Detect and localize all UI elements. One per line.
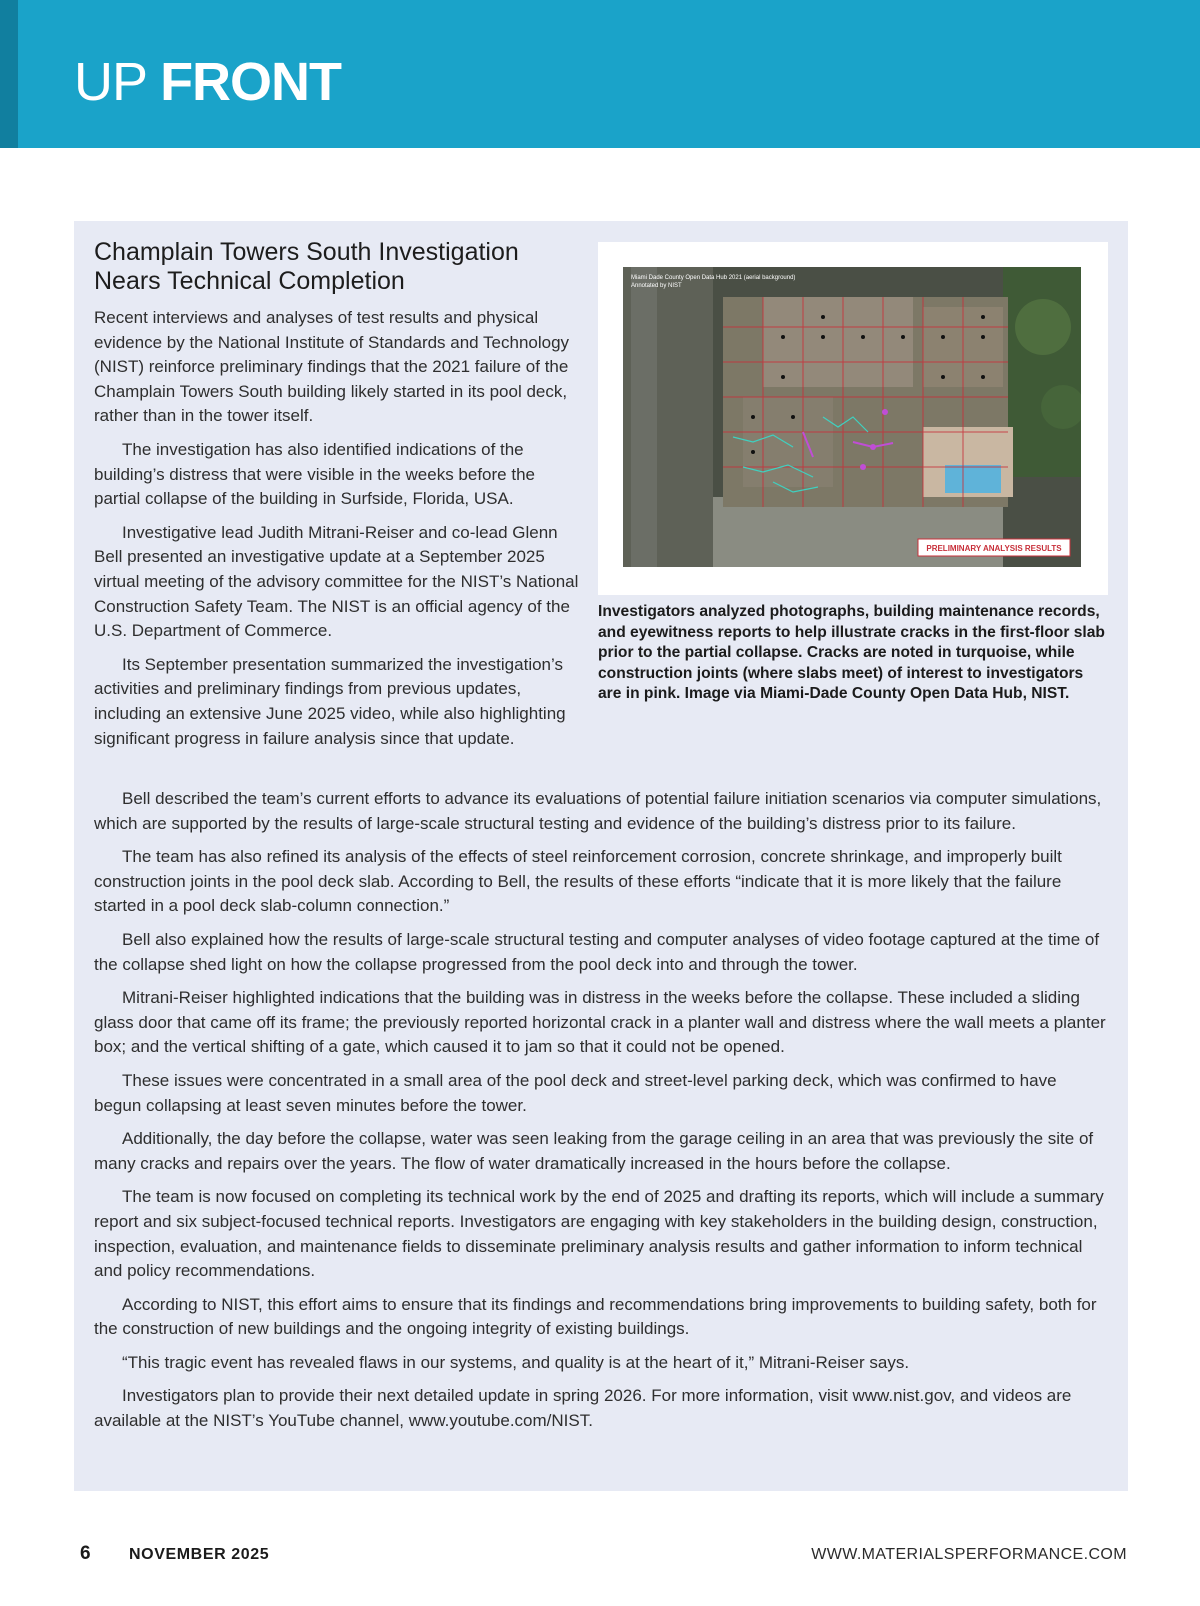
article-paragraph: Bell also explained how the results of large-scale structural testing and computer analyses of video footage captured at the time of the collapse shed light on how the collapse progressed from the pool deck into and through the tower. [94, 929, 1100, 974]
header-accent-stripe [0, 0, 18, 148]
aerial-photo-image [623, 267, 1081, 567]
article-paragraph: Recent interviews and analyses of test results and physical evidence by the National Institute of Standards and Technology (NIST) reinforce preliminary findings that the 2021 failure of the Champlain Towers South building likely started in its pool deck, rather than in the tower itself. [94, 308, 570, 426]
article-body-left-column [94, 306, 584, 760]
article-paragraph: Mitrani-Reiser highlighted indications that the building was in distress in the weeks before the collapse. These included a sliding glass door that came off its frame; the previously reported horizontal crack in a planter wall and distress where the wall meets a planter box; and the vertical shifting of a gate, which caused it to jam so that it could not be opened. [94, 988, 1106, 1057]
article-paragraph: According to NIST, this effort aims to ensure that its findings and recommendations bring improvements to building safety, both for the construction of new buildings and the ongoing integrity of existing buildings. [94, 1294, 1097, 1339]
article-paragraph: These issues were concentrated in a small area of the pool deck and street-level parking deck, which was confirmed to have begun collapsing at least seven minutes before the tower. [94, 1070, 1057, 1115]
article-body-full-width [94, 787, 1108, 1443]
preliminary-results-badge-label: PRELIMINARY ANALYSIS RESULTS [926, 544, 1062, 553]
article-paragraph: The team is now focused on completing its technical work by the end of 2025 and drafting its reports, which will include a summary report and six subject-focused technical reports. Investigators are engaging with key stakeholders in the building design, construction, inspection, evaluation, and maintenance fields to disseminate preliminary analysis results and gather information to inform technical and policy recommendations. [94, 1187, 1104, 1281]
article-paragraph: The investigation has also identified indications of the building’s distress that were visible in the weeks before the partial collapse of the building in Surfside, Florida, USA. [94, 439, 535, 509]
article-paragraph: Bell described the team’s current efforts to advance its evaluations of potential failure initiation scenarios via computer simulations, which are supported by the results of large-scale structural testing and evidence of the building’s distress prior to its failure. [94, 789, 1102, 833]
figure-caption: Investigators analyzed photographs, building maintenance records, and eyewitness reports to help illustrate cracks in the first-floor slab prior to the partial collapse. Cracks are noted in turquoise, while construction joints (where slabs meet) of interest to investigators are in pink. Image via Miami-Dade County Open Data Hub, NIST. [598, 603, 1105, 703]
section-title [74, 50, 341, 114]
aerial-photo-credit-line: Miami Dade County Open Data Hub 2021 (aerial background) [631, 275, 796, 281]
article-paragraph: Its September presentation summarized the investigation’s activities and preliminary findings from previous updates, including an extensive June 2025 video, while also highlighting significant progress in failure analysis since that update. [94, 654, 566, 748]
page-number: 6 [80, 1543, 91, 1564]
issue-date: NOVEMBER 2025 [129, 1546, 270, 1563]
website-url[interactable]: WWW.MATERIALSPERFORMANCE.COM [811, 1546, 1127, 1563]
article-headline: Champlain Towers South Investigation Nears Technical Completion [94, 238, 519, 295]
article-paragraph: Additionally, the day before the collapse, water was seen leaking from the garage ceiling in an area that was previously the site of many cracks and repairs over the years. The flow of water dramatically increased in the hours before the collapse. [94, 1129, 1094, 1173]
figure-frame [598, 242, 1108, 595]
aerial-photo-annotation-line: Annotated by NIST [631, 283, 682, 289]
article-paragraph: Investigative lead Judith Mitrani-Reiser and co-lead Glenn Bell presented an investigative update at a September 2025 virtual meeting of the advisory committee for the NIST’s National Construction Safety Team. The NIST is an official agency of the U.S. Department of Commerce. [94, 522, 579, 641]
section-title-bold: FRONT [160, 52, 342, 112]
section-title-light: UP [74, 52, 147, 112]
article-paragraph: “This tragic event has revealed flaws in our systems, and quality is at the heart of it,” Mitrani-Reiser says. [122, 1352, 910, 1372]
article-paragraph: Investigators plan to provide their next detailed update in spring 2026. For more information, visit www.nist.gov, and videos are available at the NIST’s YouTube channel, www.youtube.com/NIST. [94, 1386, 1072, 1431]
article-paragraph: The team has also refined its analysis of the effects of steel reinforcement corrosion, concrete shrinkage, and improperly built construction joints in the pool deck slab. According to Bell, the results of these efforts “indicate that it is more likely that the failure started in a pool deck slab-column connection.” [94, 847, 1062, 916]
